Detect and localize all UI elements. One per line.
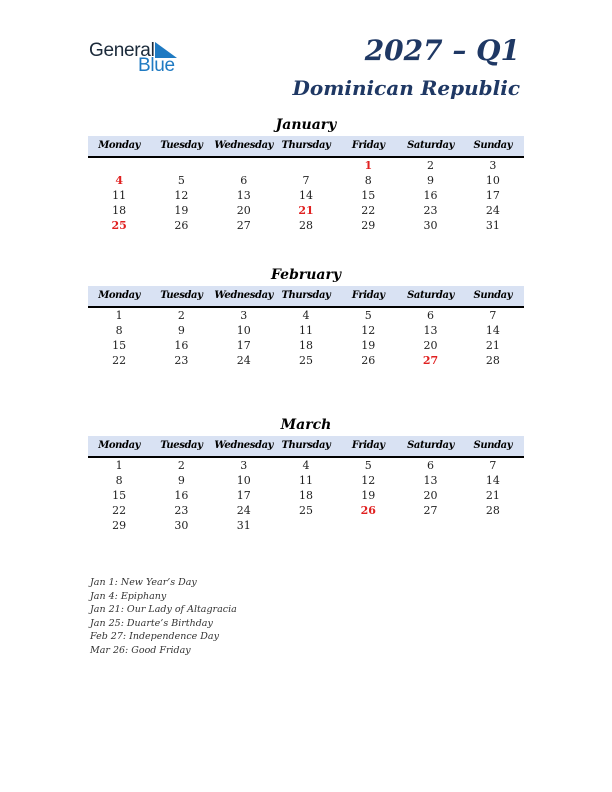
day-cell: 24 — [485, 204, 500, 217]
day-cell: 5 — [364, 309, 372, 322]
month-name: February — [270, 267, 341, 283]
day-cell: 1 — [115, 459, 123, 472]
holiday-note: Mar 26: Good Friday — [90, 644, 191, 656]
day-cell: 9 — [177, 324, 185, 337]
day-cell: 20 — [236, 204, 251, 217]
day-cell: 18 — [112, 204, 127, 217]
day-cell: 11 — [298, 474, 313, 487]
week-row — [88, 488, 524, 503]
weekday-label: Thursday — [281, 290, 331, 301]
weekday-label: Wednesday — [214, 140, 274, 151]
day-cell: 6 — [240, 174, 248, 187]
day-cell: 10 — [485, 174, 500, 187]
month-name: January — [275, 117, 337, 133]
day-cell: 3 — [240, 459, 248, 472]
day-cell: 1 — [115, 309, 123, 322]
day-cell: 16 — [423, 189, 438, 202]
day-cell: 3 — [240, 309, 248, 322]
day-cell: 19 — [361, 489, 376, 502]
day-cell: 29 — [112, 519, 127, 532]
day-cell — [337, 518, 399, 533]
day-cell: 22 — [112, 504, 127, 517]
weekday-label: Monday — [98, 140, 141, 151]
day-cell: 15 — [361, 189, 376, 202]
week-row — [88, 503, 524, 518]
page-subtitle: Dominican Republic — [292, 76, 520, 100]
holiday-day-cell: 4 — [115, 174, 123, 187]
day-cell: 27 — [236, 219, 251, 232]
weekday-label: Sunday — [473, 290, 513, 301]
month-name: March — [280, 417, 332, 433]
day-cell: 2 — [177, 459, 185, 472]
day-cell: 5 — [177, 174, 185, 187]
week-row — [88, 218, 524, 233]
day-cell: 19 — [174, 204, 189, 217]
page-title: 2027 – Q1 — [364, 34, 520, 67]
day-cell: 9 — [427, 174, 435, 187]
month-march — [88, 416, 524, 533]
weekday-label: Monday — [98, 290, 141, 301]
week-row — [88, 203, 524, 218]
day-cell: 21 — [485, 489, 500, 502]
day-cell: 11 — [112, 189, 127, 202]
weekday-label: Friday — [351, 440, 385, 451]
holiday-note: Jan 1: New Year’s Day — [90, 577, 197, 588]
day-cell — [275, 518, 337, 533]
day-cell: 17 — [236, 339, 251, 352]
day-cell: 20 — [423, 489, 438, 502]
day-cell — [462, 518, 524, 533]
weekday-label: Sunday — [473, 140, 513, 151]
day-cell: 28 — [485, 354, 500, 367]
day-cell: 8 — [115, 324, 123, 337]
day-cell: 17 — [236, 489, 251, 502]
weekday-label: Friday — [351, 290, 385, 301]
week-row — [88, 353, 524, 368]
weekday-label: Saturday — [407, 440, 455, 451]
weekday-label: Wednesday — [214, 290, 274, 301]
day-cell: 10 — [236, 474, 251, 487]
day-cell: 2 — [427, 159, 435, 172]
day-cell: 16 — [174, 489, 189, 502]
holiday-day-cell: 25 — [111, 219, 127, 232]
day-cell — [88, 158, 150, 173]
holiday-note: Jan 21: Our Lady of Altagracia — [90, 604, 237, 616]
day-cell — [275, 158, 337, 173]
weekday-label: Tuesday — [160, 290, 203, 301]
weekday-label: Saturday — [407, 290, 455, 301]
day-cell: 11 — [298, 324, 313, 337]
day-cell: 12 — [361, 474, 376, 487]
holiday-day-cell: 1 — [364, 159, 373, 172]
week-row — [88, 458, 524, 473]
day-cell: 24 — [236, 504, 251, 517]
day-cell: 25 — [298, 354, 313, 367]
day-cell: 12 — [361, 324, 376, 337]
day-cell: 10 — [236, 324, 251, 337]
day-cell: 13 — [423, 474, 438, 487]
day-cell: 7 — [489, 309, 497, 322]
day-cell: 21 — [485, 339, 500, 352]
logo-text-general: General — [89, 40, 155, 61]
holiday-note: Jan 4: Epiphany — [90, 590, 167, 602]
week-row — [88, 518, 524, 533]
day-cell: 13 — [423, 324, 438, 337]
day-cell: 6 — [427, 309, 435, 322]
day-cell: 15 — [112, 339, 127, 352]
week-row — [88, 338, 524, 353]
month-january — [88, 116, 524, 233]
day-cell: 29 — [361, 219, 376, 232]
day-cell: 2 — [177, 309, 185, 322]
day-cell: 25 — [298, 504, 313, 517]
day-cell: 22 — [112, 354, 127, 367]
week-row — [88, 158, 524, 173]
day-cell: 8 — [115, 474, 123, 487]
logo-text-blue: Blue — [138, 55, 175, 76]
day-cell: 24 — [236, 354, 251, 367]
holiday-day-cell: 26 — [360, 504, 376, 517]
day-cell: 3 — [489, 159, 497, 172]
weekday-header-row — [88, 286, 524, 308]
holiday-note: Jan 25: Duarte’s Birthday — [90, 617, 213, 629]
day-cell: 12 — [174, 189, 189, 202]
day-cell: 14 — [298, 189, 313, 202]
day-cell: 7 — [302, 174, 310, 187]
weekday-label: Tuesday — [160, 440, 203, 451]
weekday-label: Tuesday — [160, 140, 203, 151]
day-cell: 26 — [174, 219, 189, 232]
day-cell: 20 — [423, 339, 438, 352]
holiday-day-cell: 27 — [422, 354, 439, 367]
day-cell: 6 — [427, 459, 435, 472]
day-cell — [150, 158, 212, 173]
day-cell: 9 — [177, 474, 185, 487]
day-cell: 31 — [485, 219, 500, 232]
week-row — [88, 323, 524, 338]
day-cell: 14 — [485, 324, 500, 337]
holiday-notes — [90, 576, 237, 658]
holiday-note: Feb 27: Independence Day — [90, 631, 219, 643]
day-cell: 30 — [174, 519, 189, 532]
day-cell: 23 — [423, 204, 438, 217]
day-cell: 28 — [298, 219, 313, 232]
brand-logo — [89, 40, 189, 76]
day-cell: 18 — [298, 339, 313, 352]
day-cell: 13 — [236, 189, 251, 202]
weekday-label: Thursday — [281, 440, 331, 451]
holiday-day-cell: 21 — [298, 204, 314, 217]
day-cell: 28 — [485, 504, 500, 517]
day-cell: 18 — [298, 489, 313, 502]
week-row — [88, 188, 524, 203]
day-cell: 4 — [302, 309, 310, 322]
day-cell: 14 — [485, 474, 500, 487]
day-cell — [399, 518, 461, 533]
weekday-label: Wednesday — [214, 440, 274, 451]
week-row — [88, 308, 524, 323]
weekday-label: Friday — [351, 140, 385, 151]
weekday-label: Sunday — [473, 440, 513, 451]
month-february — [88, 266, 524, 368]
day-cell: 30 — [423, 219, 438, 232]
day-cell: 7 — [489, 459, 497, 472]
week-row — [88, 473, 524, 488]
day-cell: 26 — [361, 354, 376, 367]
weekday-label: Saturday — [407, 140, 455, 151]
week-row — [88, 173, 524, 188]
day-cell: 27 — [423, 504, 438, 517]
day-cell: 31 — [236, 519, 251, 532]
day-cell: 19 — [361, 339, 376, 352]
day-cell: 5 — [364, 459, 372, 472]
day-cell — [213, 158, 275, 173]
day-cell: 16 — [174, 339, 189, 352]
day-cell: 8 — [364, 174, 372, 187]
weekday-header-row — [88, 136, 524, 158]
day-cell: 22 — [361, 204, 376, 217]
day-cell: 23 — [174, 354, 189, 367]
day-cell: 15 — [112, 489, 127, 502]
weekday-header-row — [88, 436, 524, 458]
day-cell: 4 — [302, 459, 310, 472]
day-cell: 23 — [174, 504, 189, 517]
weekday-label: Monday — [98, 440, 141, 451]
weekday-label: Thursday — [281, 140, 331, 151]
day-cell: 17 — [485, 189, 500, 202]
